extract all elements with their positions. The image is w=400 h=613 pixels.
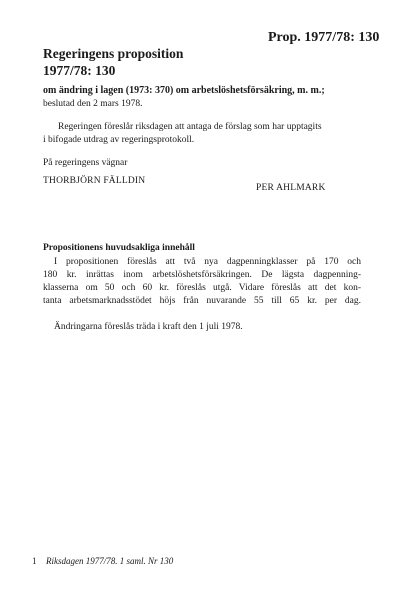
document-title: Regeringens proposition bbox=[43, 46, 184, 61]
signature-minister: PER AHLMARK bbox=[256, 183, 326, 193]
page-footer bbox=[32, 556, 173, 566]
summary-line: 180 kr. inrättas inom arbetslöshetsförsäkringen. De lägsta dagpenning- bbox=[43, 270, 361, 280]
proposal-text-line: Regeringen föreslår riksdagen att antaga de förslag som har upptagits bbox=[58, 122, 322, 132]
signature-prime-minister: THORBJÖRN FÄLLDIN bbox=[43, 176, 146, 186]
footer-source: Riksdagen 1977/78. 1 saml. Nr 130 bbox=[46, 556, 174, 566]
summary-line: I propositionen föreslås att två nya dagpenningklasser på 170 och bbox=[54, 257, 361, 267]
on-behalf-text: På regeringens vägnar bbox=[43, 158, 128, 168]
document-subject: om ändring i lagen (1973: 370) om arbetslöshetsförsäkring, m. m.; bbox=[43, 85, 325, 96]
summary-heading: Propositionens huvudsakliga innehåll bbox=[43, 243, 195, 253]
summary-line: tanta arbetsmarknadsstödet höjs från nuvarande 55 till 65 kr. per dag. bbox=[43, 296, 361, 306]
proposal-text-line: i bifogade utdrag av regeringsprotokoll. bbox=[43, 135, 195, 145]
document-reference: Prop. 1977/78: 130 bbox=[268, 30, 380, 45]
page-number: 1 bbox=[32, 556, 37, 566]
document-number: 1977/78: 130 bbox=[43, 63, 116, 78]
summary-line: klasserna om 50 och 60 kr. föreslås utgå. Vidare föreslås att det kon- bbox=[43, 283, 361, 293]
summary-line: Ändringarna föreslås träda i kraft den 1 juli 1978. bbox=[54, 322, 243, 332]
decision-date: beslutad den 2 mars 1978. bbox=[43, 99, 143, 109]
